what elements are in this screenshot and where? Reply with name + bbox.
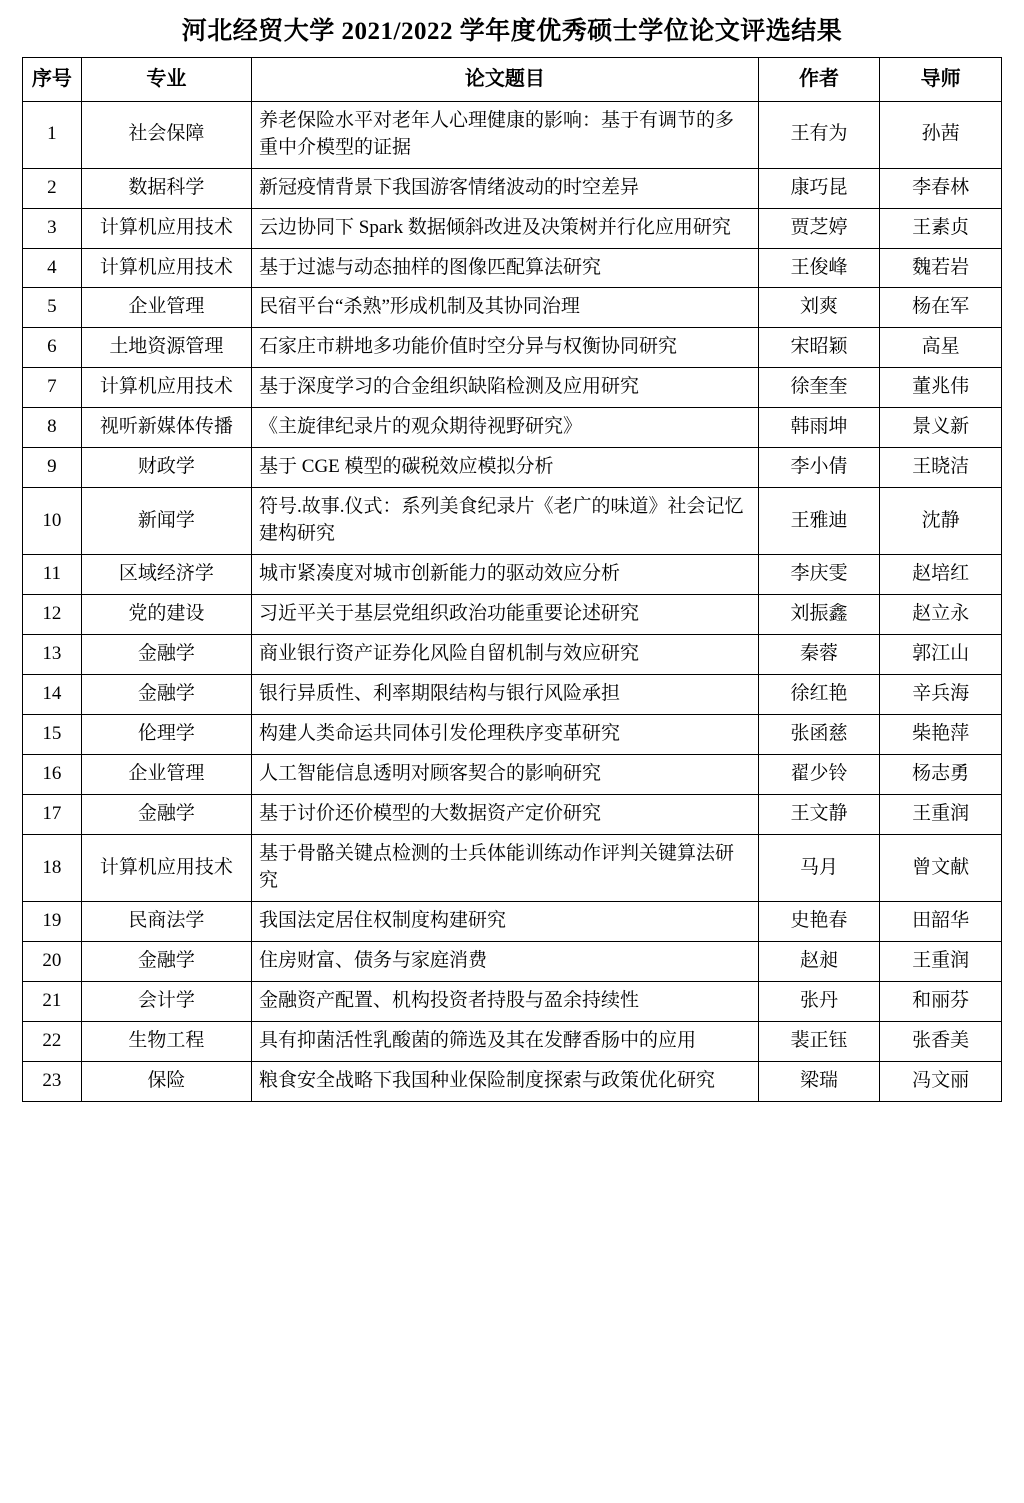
cell-author: 史艳春 (758, 901, 880, 941)
cell-advisor: 辛兵海 (880, 675, 1002, 715)
cell-thesis-title: 城市紧凑度对城市创新能力的驱动效应分析 (252, 555, 759, 595)
cell-serial-number: 9 (23, 448, 82, 488)
cell-advisor: 魏若岩 (880, 248, 1002, 288)
table-row (23, 408, 1002, 448)
cell-author: 刘爽 (758, 288, 880, 328)
cell-serial-number: 17 (23, 795, 82, 835)
cell-serial-number: 13 (23, 635, 82, 675)
cell-advisor: 柴艳萍 (880, 715, 1002, 755)
cell-serial-number: 1 (23, 101, 82, 168)
cell-thesis-title: 具有抑菌活性乳酸菌的筛选及其在发酵香肠中的应用 (252, 1021, 759, 1061)
cell-major: 生物工程 (81, 1021, 251, 1061)
cell-major: 金融学 (81, 675, 251, 715)
cell-thesis-title: 习近平关于基层党组织政治功能重要论述研究 (252, 595, 759, 635)
cell-author: 韩雨坤 (758, 408, 880, 448)
cell-advisor: 田韶华 (880, 901, 1002, 941)
cell-major: 企业管理 (81, 755, 251, 795)
table-row (23, 288, 1002, 328)
cell-serial-number: 12 (23, 595, 82, 635)
cell-major: 计算机应用技术 (81, 208, 251, 248)
cell-major: 财政学 (81, 448, 251, 488)
cell-advisor: 郭江山 (880, 635, 1002, 675)
cell-serial-number: 11 (23, 555, 82, 595)
cell-author: 贾芝婷 (758, 208, 880, 248)
cell-author: 秦蓉 (758, 635, 880, 675)
cell-major: 新闻学 (81, 488, 251, 555)
cell-author: 徐红艳 (758, 675, 880, 715)
cell-major: 保险 (81, 1061, 251, 1101)
cell-serial-number: 10 (23, 488, 82, 555)
table-row (23, 835, 1002, 902)
cell-advisor: 赵培红 (880, 555, 1002, 595)
cell-thesis-title: 石家庄市耕地多功能价值时空分异与权衡协同研究 (252, 328, 759, 368)
cell-advisor: 高星 (880, 328, 1002, 368)
cell-advisor: 沈静 (880, 488, 1002, 555)
cell-serial-number: 7 (23, 368, 82, 408)
table-row (23, 248, 1002, 288)
cell-thesis-title: 基于过滤与动态抽样的图像匹配算法研究 (252, 248, 759, 288)
cell-advisor: 董兆伟 (880, 368, 1002, 408)
cell-author: 刘振鑫 (758, 595, 880, 635)
cell-author: 王雅迪 (758, 488, 880, 555)
cell-author: 李小倩 (758, 448, 880, 488)
cell-major: 企业管理 (81, 288, 251, 328)
cell-thesis-title: 基于 CGE 模型的碳税效应模拟分析 (252, 448, 759, 488)
cell-major: 会计学 (81, 981, 251, 1021)
cell-author: 王文静 (758, 795, 880, 835)
cell-thesis-title: 住房财富、债务与家庭消费 (252, 941, 759, 981)
cell-advisor: 杨志勇 (880, 755, 1002, 795)
cell-advisor: 景义新 (880, 408, 1002, 448)
cell-author: 赵昶 (758, 941, 880, 981)
cell-author: 宋昭颖 (758, 328, 880, 368)
table-header-row (23, 58, 1002, 101)
table-row (23, 328, 1002, 368)
cell-major: 数据科学 (81, 168, 251, 208)
cell-major: 计算机应用技术 (81, 248, 251, 288)
cell-serial-number: 20 (23, 941, 82, 981)
cell-major: 金融学 (81, 635, 251, 675)
cell-major: 视听新媒体传播 (81, 408, 251, 448)
cell-advisor: 王晓洁 (880, 448, 1002, 488)
cell-author: 裴正钰 (758, 1021, 880, 1061)
table-row (23, 981, 1002, 1021)
table-row (23, 101, 1002, 168)
cell-thesis-title: 民宿平台“杀熟”形成机制及其协同治理 (252, 288, 759, 328)
cell-serial-number: 5 (23, 288, 82, 328)
cell-advisor: 王重润 (880, 941, 1002, 981)
cell-author: 李庆雯 (758, 555, 880, 595)
cell-author: 马月 (758, 835, 880, 902)
cell-major: 计算机应用技术 (81, 368, 251, 408)
column-header-advisor: 导师 (880, 58, 1002, 101)
table-row (23, 168, 1002, 208)
cell-thesis-title: 符号.故事.仪式：系列美食纪录片《老广的味道》社会记忆建构研究 (252, 488, 759, 555)
cell-thesis-title: 新冠疫情背景下我国游客情绪波动的时空差异 (252, 168, 759, 208)
cell-serial-number: 19 (23, 901, 82, 941)
cell-thesis-title: 商业银行资产证券化风险自留机制与效应研究 (252, 635, 759, 675)
cell-serial-number: 18 (23, 835, 82, 902)
cell-thesis-title: 养老保险水平对老年人心理健康的影响：基于有调节的多重中介模型的证据 (252, 101, 759, 168)
cell-major: 土地资源管理 (81, 328, 251, 368)
page-title: 河北经贸大学 2021/2022 学年度优秀硕士学位论文评选结果 (181, 18, 843, 45)
cell-serial-number: 14 (23, 675, 82, 715)
cell-author: 王有为 (758, 101, 880, 168)
cell-advisor: 王素贞 (880, 208, 1002, 248)
table-row (23, 755, 1002, 795)
cell-thesis-title: 基于深度学习的合金组织缺陷检测及应用研究 (252, 368, 759, 408)
cell-thesis-title: 构建人类命运共同体引发伦理秩序变革研究 (252, 715, 759, 755)
cell-thesis-title: 基于骨骼关键点检测的士兵体能训练动作评判关键算法研究 (252, 835, 759, 902)
cell-major: 民商法学 (81, 901, 251, 941)
cell-thesis-title: 金融资产配置、机构投资者持股与盈余持续性 (252, 981, 759, 1021)
cell-serial-number: 16 (23, 755, 82, 795)
table-row (23, 555, 1002, 595)
column-header-no: 序号 (23, 58, 82, 101)
cell-author: 康巧昆 (758, 168, 880, 208)
cell-thesis-title: 基于讨价还价模型的大数据资产定价研究 (252, 795, 759, 835)
table-row (23, 1061, 1002, 1101)
table-row (23, 715, 1002, 755)
cell-thesis-title: 人工智能信息透明对顾客契合的影响研究 (252, 755, 759, 795)
cell-major: 区域经济学 (81, 555, 251, 595)
table-row (23, 208, 1002, 248)
cell-advisor: 张香美 (880, 1021, 1002, 1061)
cell-serial-number: 3 (23, 208, 82, 248)
table-row (23, 795, 1002, 835)
cell-advisor: 杨在军 (880, 288, 1002, 328)
cell-serial-number: 21 (23, 981, 82, 1021)
cell-author: 王俊峰 (758, 248, 880, 288)
cell-serial-number: 4 (23, 248, 82, 288)
cell-major: 金融学 (81, 941, 251, 981)
cell-thesis-title: 银行异质性、利率期限结构与银行风险承担 (252, 675, 759, 715)
cell-major: 计算机应用技术 (81, 835, 251, 902)
cell-thesis-title: 云边协同下 Spark 数据倾斜改进及决策树并行化应用研究 (252, 208, 759, 248)
cell-serial-number: 8 (23, 408, 82, 448)
table-row (23, 595, 1002, 635)
cell-advisor: 李春林 (880, 168, 1002, 208)
table-row (23, 1021, 1002, 1061)
column-header-major: 专业 (81, 58, 251, 101)
thesis-results-table (22, 57, 1002, 1102)
cell-author: 徐奎奎 (758, 368, 880, 408)
cell-author: 张丹 (758, 981, 880, 1021)
cell-thesis-title: 我国法定居住权制度构建研究 (252, 901, 759, 941)
table-row (23, 941, 1002, 981)
table-row (23, 368, 1002, 408)
table-row (23, 488, 1002, 555)
cell-author: 翟少铃 (758, 755, 880, 795)
cell-advisor: 曾文献 (880, 835, 1002, 902)
cell-thesis-title: 粮食安全战略下我国种业保险制度探索与政策优化研究 (252, 1061, 759, 1101)
cell-serial-number: 22 (23, 1021, 82, 1061)
cell-advisor: 冯文丽 (880, 1061, 1002, 1101)
table-row (23, 675, 1002, 715)
cell-author: 梁瑞 (758, 1061, 880, 1101)
table-row (23, 901, 1002, 941)
table-row (23, 635, 1002, 675)
cell-major: 金融学 (81, 795, 251, 835)
cell-major: 伦理学 (81, 715, 251, 755)
cell-advisor: 王重润 (880, 795, 1002, 835)
table-body (23, 101, 1002, 1101)
cell-serial-number: 6 (23, 328, 82, 368)
cell-major: 社会保障 (81, 101, 251, 168)
cell-advisor: 赵立永 (880, 595, 1002, 635)
cell-serial-number: 2 (23, 168, 82, 208)
cell-major: 党的建设 (81, 595, 251, 635)
table-row (23, 448, 1002, 488)
cell-serial-number: 15 (23, 715, 82, 755)
column-header-author: 作者 (758, 58, 880, 101)
cell-thesis-title: 《主旋律纪录片的观众期待视野研究》 (252, 408, 759, 448)
column-header-title: 论文题目 (252, 58, 759, 101)
cell-advisor: 孙茜 (880, 101, 1002, 168)
cell-serial-number: 23 (23, 1061, 82, 1101)
cell-advisor: 和丽芬 (880, 981, 1002, 1021)
cell-author: 张函慈 (758, 715, 880, 755)
